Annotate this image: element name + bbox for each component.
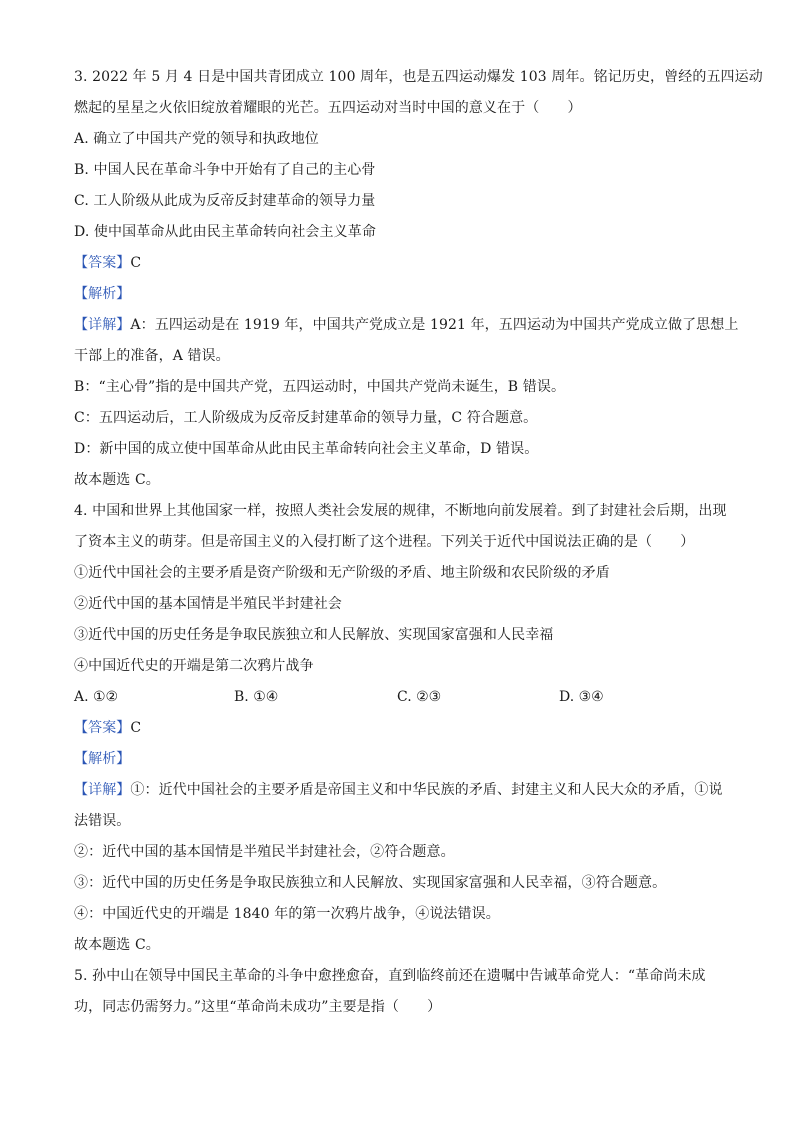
detail-line: B：“主心骨”指的是中国共产党，五四运动时，中国共产党尚未诞生，B 错误。 bbox=[74, 379, 566, 395]
statement-2: ②近代中国的基本国情是半殖民半封建社会 bbox=[74, 596, 342, 612]
question-stem-line: 燃起的星星之火依旧绽放着耀眼的光芒。五四运动对当时中国的意义在于（ ） bbox=[74, 100, 582, 116]
question-stem-line: 了资本主义的萌芽。但是帝国主义的入侵打断了这个进程。下列关于近代中国说法正确的是（ ） bbox=[74, 534, 695, 550]
detail-line bbox=[74, 775, 730, 806]
detail-line: D：新中国的成立使中国革命从此由民主革命转向社会主义革命，D 错误。 bbox=[74, 441, 539, 457]
analysis-tag: 【解析】 bbox=[74, 286, 131, 302]
answer-line bbox=[74, 248, 730, 279]
option-a: A. 确立了中国共产党的领导和执政地位 bbox=[74, 131, 319, 147]
option-d: D. ③④ bbox=[559, 689, 604, 705]
detail-line: C：五四运动后，工人阶级成为反帝反封建革命的领导力量，C 符合题意。 bbox=[74, 410, 538, 426]
analysis-tag: 【解析】 bbox=[74, 751, 131, 767]
detail-tag: 【详解】 bbox=[74, 317, 131, 333]
question-3 bbox=[74, 62, 763, 496]
detail-tag: 【详解】 bbox=[74, 782, 131, 798]
statement-4: ④中国近代史的开端是第二次鸦片战争 bbox=[74, 658, 314, 674]
answer-line bbox=[74, 713, 730, 744]
conclusion-line: 故本题选 C。 bbox=[74, 472, 160, 488]
question-4 bbox=[74, 496, 730, 961]
detail-line: ④：中国近代史的开端是 1840 年的第一次鸦片战争，④说法错误。 bbox=[74, 906, 500, 922]
option-b: B. ①④ bbox=[234, 689, 279, 705]
statement-3: ③近代中国的历史任务是争取民族独立和人民解放、实现国家富强和人民幸福 bbox=[74, 627, 554, 643]
question-stem-line: 3. 2022 年 5 月 4 日是中国共青团成立 100 周年，也是五四运动爆发 103 周年。铭记历史，曾经的五四运动 bbox=[74, 69, 763, 85]
document-page bbox=[74, 62, 763, 1023]
option-c: C. 工人阶级从此成为反帝反封建革命的领导力量 bbox=[74, 193, 376, 209]
option-b: B. 中国人民在革命斗争中开始有了自己的主心骨 bbox=[74, 162, 376, 178]
question-stem-line: 5. 孙中山在领导中国民主革命的斗争中愈挫愈奋，直到临终前还在遗嘱中告诫革命党人：“革命尚未成 bbox=[74, 968, 706, 984]
answer-tag: 【答案】 bbox=[74, 255, 131, 271]
option-a: A. ①② bbox=[74, 689, 119, 705]
conclusion-line: 故本题选 C。 bbox=[74, 937, 160, 953]
detail-text: A：五四运动是在 1919 年，中国共产党成立是 1921 年，五四运动为中国共产党成立做了思想上 bbox=[130, 317, 739, 333]
options-row bbox=[74, 682, 730, 713]
option-c: C. ②③ bbox=[397, 689, 442, 705]
statement-1: ①近代中国社会的主要矛盾是资产阶级和无产阶级的矛盾、地主阶级和农民阶级的矛盾 bbox=[74, 565, 610, 581]
answer-tag: 【答案】 bbox=[74, 720, 131, 736]
answer-value: C bbox=[130, 720, 142, 736]
analysis-line bbox=[74, 744, 730, 775]
option-d: D. 使中国革命从此由民主革命转向社会主义革命 bbox=[74, 224, 376, 240]
detail-line bbox=[74, 310, 739, 341]
question-5 bbox=[74, 961, 730, 1023]
detail-line: 法错误。 bbox=[74, 813, 131, 829]
detail-line: 干部上的准备，A 错误。 bbox=[74, 348, 230, 364]
question-stem-line: 功，同志仍需努力。”这里“革命尚未成功”主要是指（ ） bbox=[74, 999, 442, 1015]
question-stem-line: 4. 中国和世界上其他国家一样，按照人类社会发展的规律，不断地向前发展着。到了封建社会后期，出现 bbox=[74, 503, 727, 519]
detail-line: ②：近代中国的基本国情是半殖民半封建社会，②符合题意。 bbox=[74, 844, 455, 860]
answer-value: C bbox=[130, 255, 142, 271]
detail-text: ①：近代中国社会的主要矛盾是帝国主义和中华民族的矛盾、封建主义和人民大众的矛盾，①说 bbox=[130, 782, 723, 798]
analysis-line bbox=[74, 279, 730, 310]
detail-line: ③：近代中国的历史任务是争取民族独立和人民解放、实现国家富强和人民幸福，③符合题意。 bbox=[74, 875, 667, 891]
